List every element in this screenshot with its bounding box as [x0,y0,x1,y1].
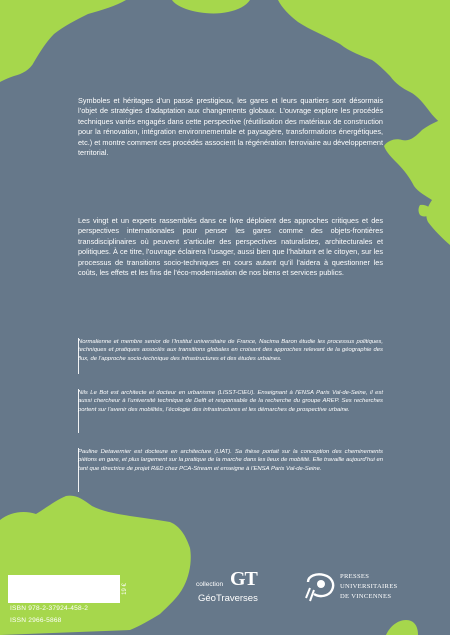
publisher-line: UNIVERSITAIRES [340,583,398,590]
publisher-line: PRESSES [340,573,370,580]
map-land-top-left [0,0,126,82]
author-bio-nils-le-bot: Nils Le Bot est architecte et docteur en urbanisme (LISST-CIEU). Enseignant à l’ENSA Paris Val-de-Seine, il est aussi chercheur à l’université technique de Delft et responsable de la recherche du groupe AREP. Ses recherches portent sur l’avenir des mobilités, l’écologie des infrastructures et les démarches de prospective urbaine. [78,390,383,413]
author-bio-nacima-baron: Normalienne et membre senior de l’Institut universitaire de France, Nacima Baron étudie les processus politiques, techniques et pratiques associés aux transitions globales en croisant des approches relevant de la géographie des flux, de l’approche socio-technique des infrastructures et des études urbaines. [78,339,383,362]
collection-letters: GT [230,568,257,590]
publisher-name [340,572,398,602]
map-land-top-center [172,0,250,13]
collection-word: collection [196,581,224,588]
isbn-number: ISBN 978-2-37924-458-2 [10,605,89,612]
author-bio-pauline-detavernier: Pauline Detavernier est docteure en architecture (LIAT). Sa thèse portait sur la conception des cheminements piétons en gare, et plus largement sur la pratique de la marche dans les lieux de mobilité. Elle travaille aujourd’hui en tant que directrice de projet R&D chez PCA-Stream et enseigne à l’ENSA Paris Val-de-Seine. [78,449,383,472]
map-land-bottom-left [0,496,191,635]
collection-name: GéoTraverses [198,593,258,604]
collection-logo [196,568,272,608]
issn-number: ISSN 2966-5868 [10,617,62,624]
map-land-right [384,116,450,245]
publisher-emblem-icon [304,572,338,602]
price-label: 19 € [122,583,128,595]
blurb-paragraph-2: Les vingt et un experts rassemblés dans ce livre déploient des approches critiques et des perspectives internationales pour penser les gares comme des objets-frontières transdisciplinaires où peuvent s’articuler des perspectives naturalistes, architecturales et politiques. À ce titre, l’ouvrage éclairera l’usager, aussi bien que l’habitant et le citoyen, sur les processus de transitions socio-techniques en cours autant qu’il l’aidera à questionner les coûts, les effets et les fins de l’éco-modernisation de nos biens et services publics. [78,216,383,278]
publisher-line: DE VINCENNES [340,593,392,600]
barcode-area [8,575,120,603]
blurb-paragraph-1: Symboles et héritages d’un passé prestigieux, les gares et leurs quartiers sont désormais l’objet de stratégies d’adaptation aux changements globaux. L’ouvrage explore les procédés techniques variés engagés dans cette perspective (réutilisation des matériaux de construction pour la rénovation, intégration environnementale et paysagère, transformations énergétiques, etc.) et montre comment ces procédés associent la régénération ferroviaire au développement territorial. [78,96,383,158]
map-land-bottom-right [386,620,418,635]
